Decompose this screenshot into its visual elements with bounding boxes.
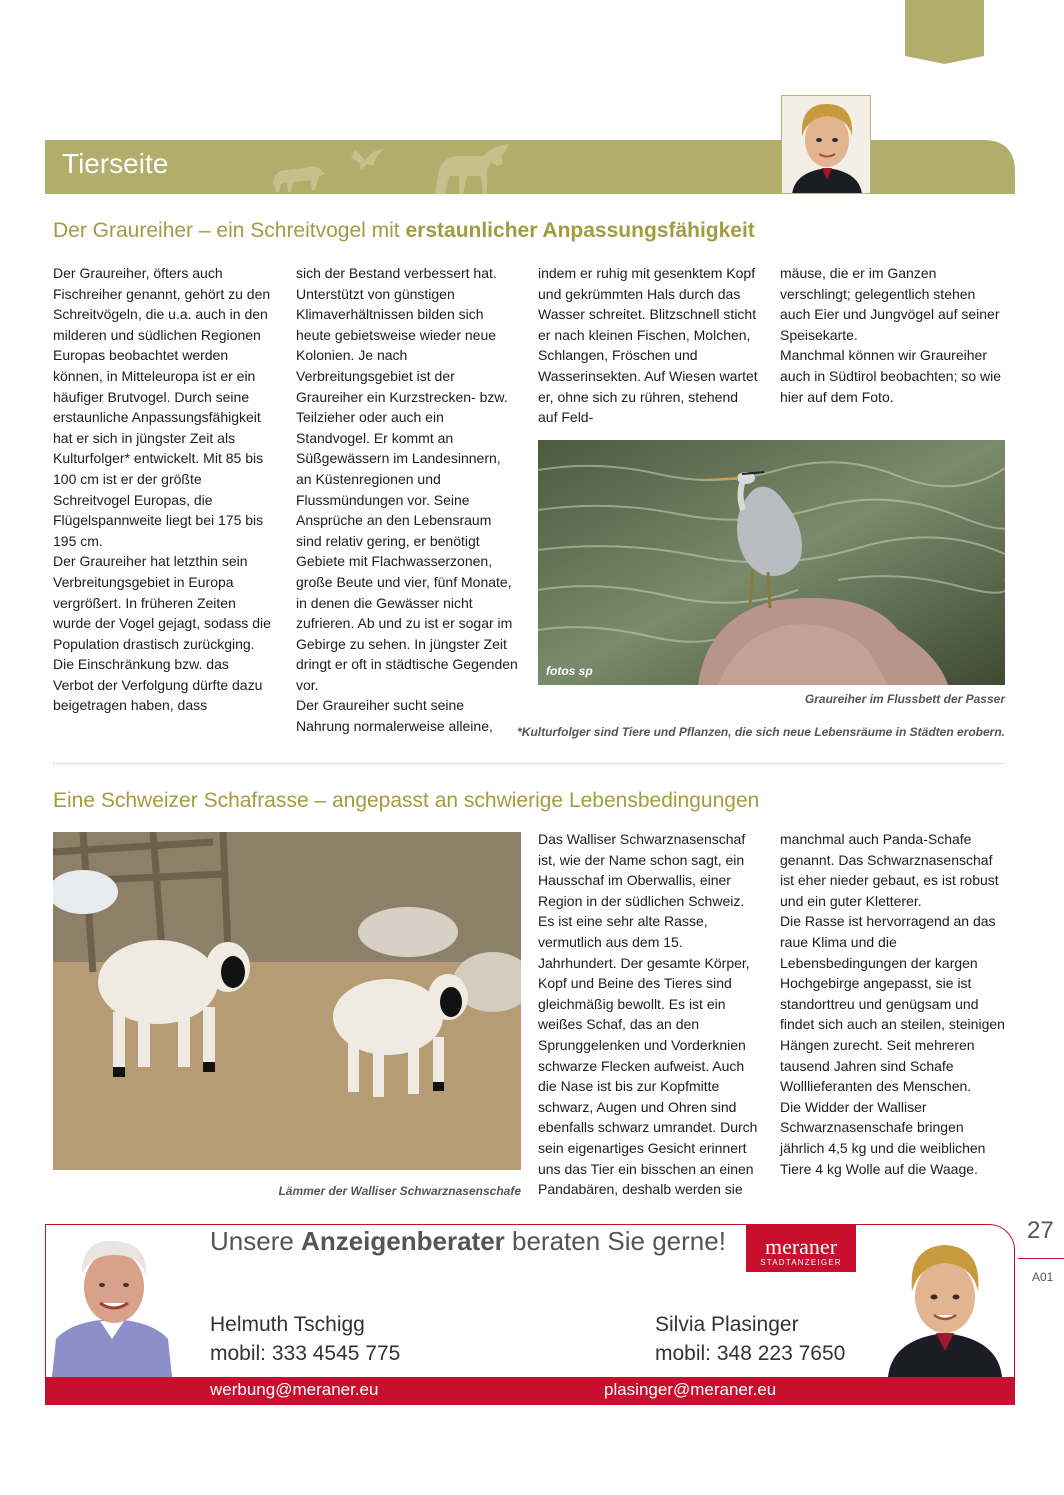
advisor-2-photo xyxy=(884,1229,1006,1377)
sheep-column-2 xyxy=(780,829,1006,1179)
advisor-2-email[interactable]: plasinger@meraner.eu xyxy=(604,1380,777,1399)
advisor-2-phone: mobil: 348 223 7650 xyxy=(655,1342,846,1365)
heading-emphasis: Anzeigenberater xyxy=(301,1226,505,1256)
heading-text: beraten Sie gerne! xyxy=(504,1226,726,1256)
top-tab xyxy=(905,0,984,64)
horse-icon xyxy=(435,144,509,194)
heron-photo-caption: Graureiher im Flussbett der Passer xyxy=(804,692,1005,706)
paragraph: Die Widder der Walliser Schwarznasenschafe bringen jährlich 4,5 kg und die weiblichen Tiere 4 kg Wolle auf die Waage. xyxy=(780,1098,986,1177)
paragraph: Die Rasse ist hervorragend an das raue Klima und die Lebensbedingungen der kargen Hochgebirge angepasst, sie ist standorttreu und genügsam und findet sich auch an steilen, steinigen Hängen zurecht. Seit mehreren tausend Jahren sind Schafe Wolllieferanten des Menschen. xyxy=(780,913,1005,1095)
author-photo xyxy=(781,95,871,194)
heron-column-3 xyxy=(538,263,760,428)
paragraph: Manchmal können wir Graureiher auch in Südtirol beobachten; so wie hier auf dem Foto. xyxy=(780,347,1002,405)
heading-text: Unsere xyxy=(210,1226,302,1256)
brand-logo xyxy=(746,1224,856,1272)
edition-code: A01 xyxy=(1032,1270,1054,1284)
paragraph: mäuse, die er im Ganzen verschlingt; gelegentlich stehen auch Eier und Jungvögel auf seiner Speisekarte. xyxy=(780,265,1000,343)
paragraph: Der Graureiher, öfters auch Fischreiher genannt, gehört zu den Schreitvögeln, die u.a. auch in den milderen und südlichen Regionen Europas beobachtet werden können, in Mitteleuropa ist er ein häufiger Brutvogel. Durch seine erstaunliche Anpassungsfähigkeit hat er sich in jüngster Zeit als Kulturfolger* entwickelt. Mit 85 bis 100 cm ist er der größte Schreitvogel Europas, die Flügelspannweite liegt bei 175 bis 195 cm. xyxy=(53,265,271,549)
advisor-1-name: Helmuth Tschigg xyxy=(210,1313,365,1336)
brand-subtitle: STADTANZEIGER xyxy=(760,1258,842,1267)
heron-article-headline xyxy=(53,219,755,243)
heron-column-4 xyxy=(780,263,1005,407)
paragraph: manchmal auch Panda-Schafe genannt. Das Schwarznasenschaf ist eher nieder gebaut, es ist robust und ein guter Kletterer. xyxy=(780,831,999,909)
paragraph: Der Graureiher sucht seine Nahrung normalerweise alleine, xyxy=(296,697,493,735)
sheep-photo-caption: Lämmer der Walliser Schwarznasenschafe xyxy=(278,1184,521,1198)
header-animal-silhouettes xyxy=(265,140,525,194)
page-number-rule xyxy=(1018,1258,1064,1259)
advisor-1-phone: mobil: 333 4545 775 xyxy=(210,1342,401,1365)
paragraph: sich der Bestand verbessert hat. Unterstützt von günstigen Klimaverhältnissen bilden sich heute gebietsweise wieder neue Kolonien. Je nach Verbreitungsgebiet ist der Graureiher ein Kurzstrecken- bzw. Teilzieher oder auch ein Standvogel. Er kommt an Süßgewässern im Landesinnern, an Küstenregionen und Flussmündungen vor. Seine Ansprüche an den Lebensraum sind relativ gering, er benötigt Gebiete mit Flachwasserzonen, große Beute und vier, fünf Monate, in denen die Gewässer nicht zufrieren. Ab und zu ist er sogar im Gebirge zu sehen. In jüngster Zeit dringt er oft in städtische Gegenden vor. xyxy=(296,265,518,693)
paragraph: Das Walliser Schwarznasenschaf ist, wie der Name schon sagt, ein Hausschaf im Oberwallis, einer Region in der südlichen Schweiz. Es ist eine sehr alte Rasse, vermutlich aus dem 15. Jahrhundert. Der gesamte Körper, Kopf und Beine des Tieres sind gleichmäßig bewollt. Es ist ein weißes Schaf, das an den Sprunggelenken und Vorderknien schwarze Flecken aufweist. Auch die Nase ist bis zur Kopfmitte schwarz, Augen und Ohren sind ebenfalls schwarz umrandet. Durch sein eigenartiges Gesicht erinnert uns das Tier ein bisschen an einen Pandabären, deshalb werden sie xyxy=(538,831,758,1198)
advisor-1-photo xyxy=(52,1229,172,1377)
advertisement-heading xyxy=(210,1226,726,1257)
paragraph: indem er ruhig mit gesenktem Kopf und gekrümmten Hals durch das Wasser schreitet. Blitzschnell sticht er nach kleinen Fischen, Molchen, Schlangen, Fröschen und Wasserinsekten. Auf Wiesen wartet er, ohne sich zu rühren, stehend auf Feld- xyxy=(538,265,758,426)
photo-credit: fotos sp xyxy=(546,664,593,678)
headline-emphasis: erstaunlicher Anpassungsfähigkeit xyxy=(405,219,755,242)
brand-name: meraner xyxy=(764,1234,838,1259)
page-number: 27 xyxy=(1027,1217,1054,1244)
lamb-icon xyxy=(273,166,325,192)
sheep-photo xyxy=(53,832,521,1170)
bird-icon xyxy=(351,148,385,170)
heron-photo xyxy=(538,440,1005,685)
footnote: *Kulturfolger sind Tiere und Pflanzen, die sich neue Lebensräume in Städten erobern. xyxy=(517,725,1005,739)
advisor-1-email[interactable]: werbung@meraner.eu xyxy=(210,1380,379,1399)
headline-part: Der Graureiher – ein Schreitvogel mit xyxy=(53,219,406,242)
advisor-2-name: Silvia Plasinger xyxy=(655,1313,799,1336)
section-title: Tierseite xyxy=(62,148,169,179)
advertisement-contact-bar xyxy=(45,1377,1015,1405)
heron-column-1 xyxy=(53,263,271,716)
sheep-column-1 xyxy=(538,829,760,1200)
section-divider xyxy=(53,763,1005,764)
heron-column-2 xyxy=(296,263,520,737)
paragraph: Der Graureiher hat letzthin sein Verbreitungsgebiet in Europa vergrößert. In früheren Zeiten wurde der Vogel gejagt, sodass die Population drastisch zurückging. Die Einschränkung bzw. das Verbot der Verfolgung dürfte dazu beigetragen haben, dass xyxy=(53,553,271,714)
sheep-article-headline: Eine Schweizer Schafrasse – angepasst an schwierige Lebensbedingungen xyxy=(53,789,760,812)
